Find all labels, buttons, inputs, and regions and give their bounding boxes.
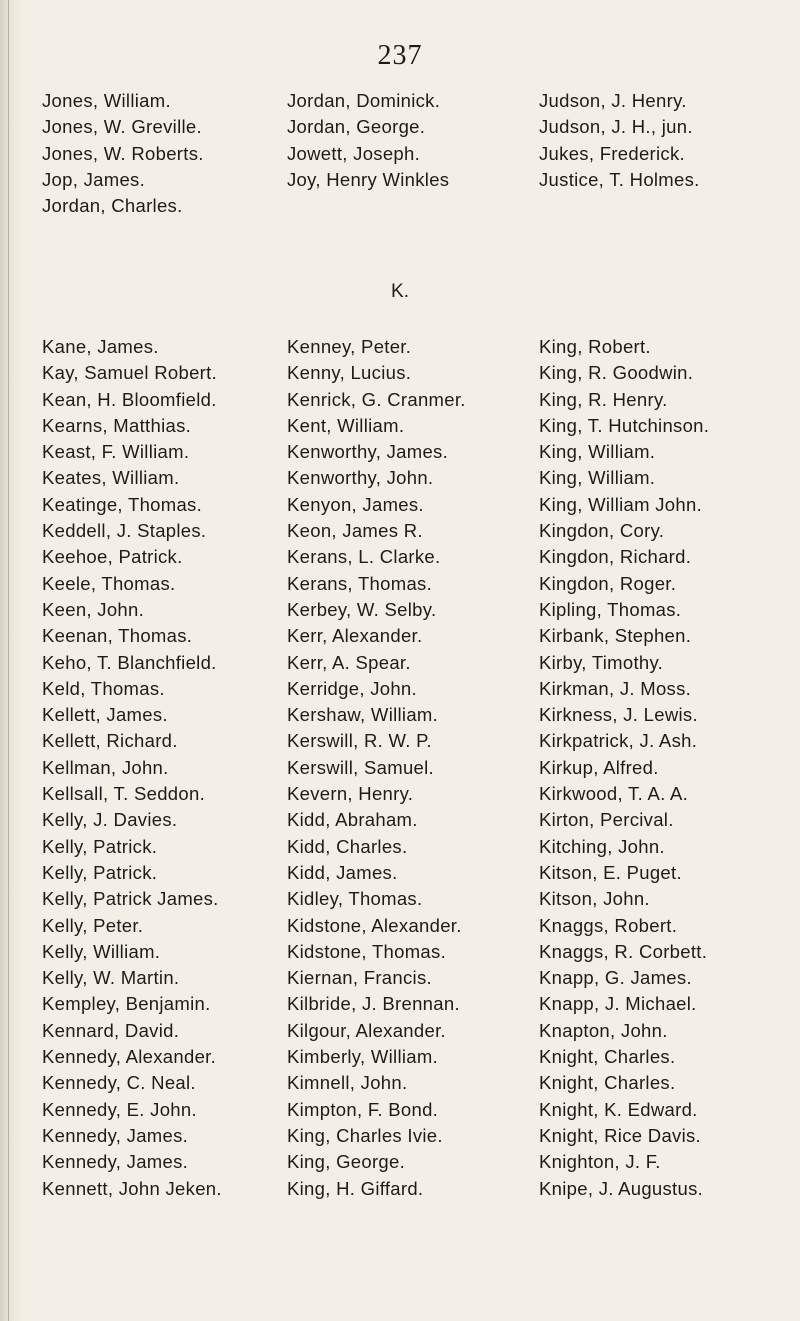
name-entry: Kennedy, Alexander.: [42, 1046, 217, 1068]
name-entry: Knaggs, R. Corbett.: [539, 940, 708, 962]
name-entry: Kerans, L. Clarke.: [287, 546, 441, 568]
name-entry: Jop, James.: [42, 168, 146, 190]
name-entry: Kingdon, Cory.: [539, 520, 665, 542]
name-entry: Jordan, Charles.: [42, 195, 183, 217]
name-entry: Kimnell, John.: [287, 1072, 408, 1094]
name-entry: Kirkness, J. Lewis.: [539, 704, 698, 726]
name-entry: Kerridge, John.: [287, 677, 417, 699]
name-entry: Keddell, J. Staples.: [42, 520, 207, 542]
name-entry: Knight, Charles.: [539, 1072, 676, 1094]
name-entry: Kirkup, Alfred.: [539, 756, 659, 778]
name-entry: Kennett, John Jeken.: [42, 1177, 222, 1199]
name-entry: Knipe, J. Augustus.: [539, 1177, 704, 1199]
name-entry: King, H. Giffard.: [287, 1177, 424, 1199]
name-entry: Kirton, Percival.: [539, 809, 674, 831]
name-entry: Kimberly, William.: [287, 1046, 439, 1068]
name-entry: Knaggs, Robert.: [539, 914, 678, 936]
name-entry: Kershaw, William.: [287, 704, 439, 726]
name-entry: Jowett, Joseph.: [287, 142, 421, 164]
name-entry: Jones, W. Roberts.: [42, 142, 204, 164]
name-entry: Jordan, George.: [287, 116, 426, 138]
name-entry: Kenrick, G. Cranmer.: [287, 388, 466, 410]
name-entry: Kerr, Alexander.: [287, 625, 423, 647]
name-entry: Jordan, Dominick.: [287, 90, 441, 111]
name-entry: Joy, Henry Winkles: [287, 168, 450, 190]
name-entry: Kearns, Matthias.: [42, 414, 192, 436]
name-entry: Kelly, Patrick James.: [42, 888, 219, 910]
k-names-column-2: [287, 334, 466, 1202]
name-entry: Judson, J. Henry.: [539, 90, 687, 111]
name-entry: Kempley, Benjamin.: [42, 993, 211, 1015]
name-entry: Keele, Thomas.: [42, 572, 176, 594]
section-heading-k: K.: [391, 281, 409, 302]
name-entry: Jones, W. Greville.: [42, 116, 202, 138]
name-entry: King, William.: [539, 467, 656, 489]
name-entry: Knight, K. Edward.: [539, 1098, 698, 1120]
name-entry: Kelly, Peter.: [42, 914, 144, 936]
name-entry: Kennedy, C. Neal.: [42, 1072, 196, 1094]
name-entry: Keld, Thomas.: [42, 677, 165, 699]
name-entry: Kellman, John.: [42, 756, 169, 778]
name-entry: Kirkpatrick, J. Ash.: [539, 730, 698, 752]
name-entry: Kane, James.: [42, 336, 159, 357]
name-entry: Keatinge, Thomas.: [42, 493, 203, 515]
name-entry: Kean, H. Bloomfield.: [42, 388, 217, 410]
name-entry: Keen, John.: [42, 598, 145, 620]
name-entry: Kirby, Timothy.: [539, 651, 664, 673]
name-entry: Kevern, Henry.: [287, 783, 414, 805]
name-entry: Kerswill, R. W. P.: [287, 730, 432, 752]
name-entry: Keho, T. Blanchfield.: [42, 651, 217, 673]
name-entry: Kelly, William.: [42, 940, 161, 962]
name-entry: Kerans, Thomas.: [287, 572, 433, 594]
name-entry: Kellett, Richard.: [42, 730, 178, 752]
name-entry: King, Robert.: [539, 336, 651, 357]
name-entry: Kidd, Abraham.: [287, 809, 418, 831]
name-entry: Knapp, G. James.: [539, 967, 692, 989]
name-entry: Kenworthy, James.: [287, 441, 449, 463]
name-entry: Kingdon, Roger.: [539, 572, 677, 594]
name-entry: Knapton, John.: [539, 1019, 668, 1041]
name-entry: Kelly, Patrick.: [42, 835, 158, 857]
name-entry: King, William.: [539, 441, 656, 463]
name-entry: Kelly, Patrick.: [42, 861, 158, 883]
name-entry: Kelly, J. Davies.: [42, 809, 178, 831]
name-entry: Judson, J. H., jun.: [539, 116, 693, 138]
name-entry: Kenney, Peter.: [287, 336, 412, 357]
name-entry: Kennedy, James.: [42, 1151, 189, 1173]
name-entry: Keast, F. William.: [42, 441, 190, 463]
name-entry: Kidd, Charles.: [287, 835, 408, 857]
name-entry: Knight, Rice Davis.: [539, 1124, 701, 1146]
name-entry: Kenyon, James.: [287, 493, 424, 515]
page-gutter-edge: [8, 0, 9, 1321]
name-entry: Kitching, John.: [539, 835, 665, 857]
name-entry: Kent, William.: [287, 414, 405, 436]
name-entry: Kimpton, F. Bond.: [287, 1098, 439, 1120]
name-entry: Knighton, J. F.: [539, 1151, 661, 1173]
k-names-column-1: [42, 334, 222, 1202]
name-entry: King, R. Henry.: [539, 388, 668, 410]
name-entry: Keates, William.: [42, 467, 180, 489]
name-entry: Jukes, Frederick.: [539, 142, 685, 164]
name-entry: Kidley, Thomas.: [287, 888, 423, 910]
k-names-column-3: [539, 334, 709, 1202]
name-entry: Kennedy, E. John.: [42, 1098, 197, 1120]
name-entry: Kerr, A. Spear.: [287, 651, 411, 673]
name-entry: Kidstone, Thomas.: [287, 940, 447, 962]
page-number: 237: [377, 40, 423, 71]
name-entry: Kerswill, Samuel.: [287, 756, 434, 778]
name-entry: Kerbey, W. Selby.: [287, 598, 437, 620]
j-names-column-2: [287, 88, 449, 193]
name-entry: Kennard, David.: [42, 1019, 180, 1041]
page-gutter-shadow: [0, 0, 22, 1321]
name-entry: Kirkman, J. Moss.: [539, 677, 692, 699]
name-entry: King, Charles Ivie.: [287, 1124, 443, 1146]
name-entry: King, William John.: [539, 493, 703, 515]
name-entry: Kilgour, Alexander.: [287, 1019, 446, 1041]
name-entry: Kenworthy, John.: [287, 467, 434, 489]
name-entry: Kilbride, J. Brennan.: [287, 993, 460, 1015]
name-entry: Jones, William.: [42, 90, 171, 111]
name-entry: King, George.: [287, 1151, 406, 1173]
name-entry: Kitson, John.: [539, 888, 650, 910]
name-entry: Kennedy, James.: [42, 1124, 189, 1146]
name-entry: Keehoe, Patrick.: [42, 546, 183, 568]
name-entry: Knight, Charles.: [539, 1046, 676, 1068]
j-names-column-1: [42, 88, 204, 219]
name-entry: Kidstone, Alexander.: [287, 914, 462, 936]
name-entry: Keon, James R.: [287, 520, 423, 542]
name-entry: Kelly, W. Martin.: [42, 967, 180, 989]
name-entry: King, R. Goodwin.: [539, 362, 694, 384]
name-entry: Kiernan, Francis.: [287, 967, 432, 989]
j-names-column-3: [539, 88, 700, 193]
name-entry: Kay, Samuel Robert.: [42, 362, 218, 384]
name-entry: Kidd, James.: [287, 861, 398, 883]
name-entry: Kellsall, T. Seddon.: [42, 783, 206, 805]
name-entry: King, T. Hutchinson.: [539, 414, 710, 436]
name-entry: Kellett, James.: [42, 704, 168, 726]
name-entry: Keenan, Thomas.: [42, 625, 193, 647]
name-entry: Kitson, E. Puget.: [539, 861, 682, 883]
name-entry: Kirbank, Stephen.: [539, 625, 692, 647]
name-entry: Knapp, J. Michael.: [539, 993, 697, 1015]
name-entry: Kirkwood, T. A. A.: [539, 783, 689, 805]
name-entry: Kenny, Lucius.: [287, 362, 412, 384]
name-entry: Kingdon, Richard.: [539, 546, 692, 568]
name-entry: Kipling, Thomas.: [539, 598, 682, 620]
name-entry: Justice, T. Holmes.: [539, 168, 700, 190]
